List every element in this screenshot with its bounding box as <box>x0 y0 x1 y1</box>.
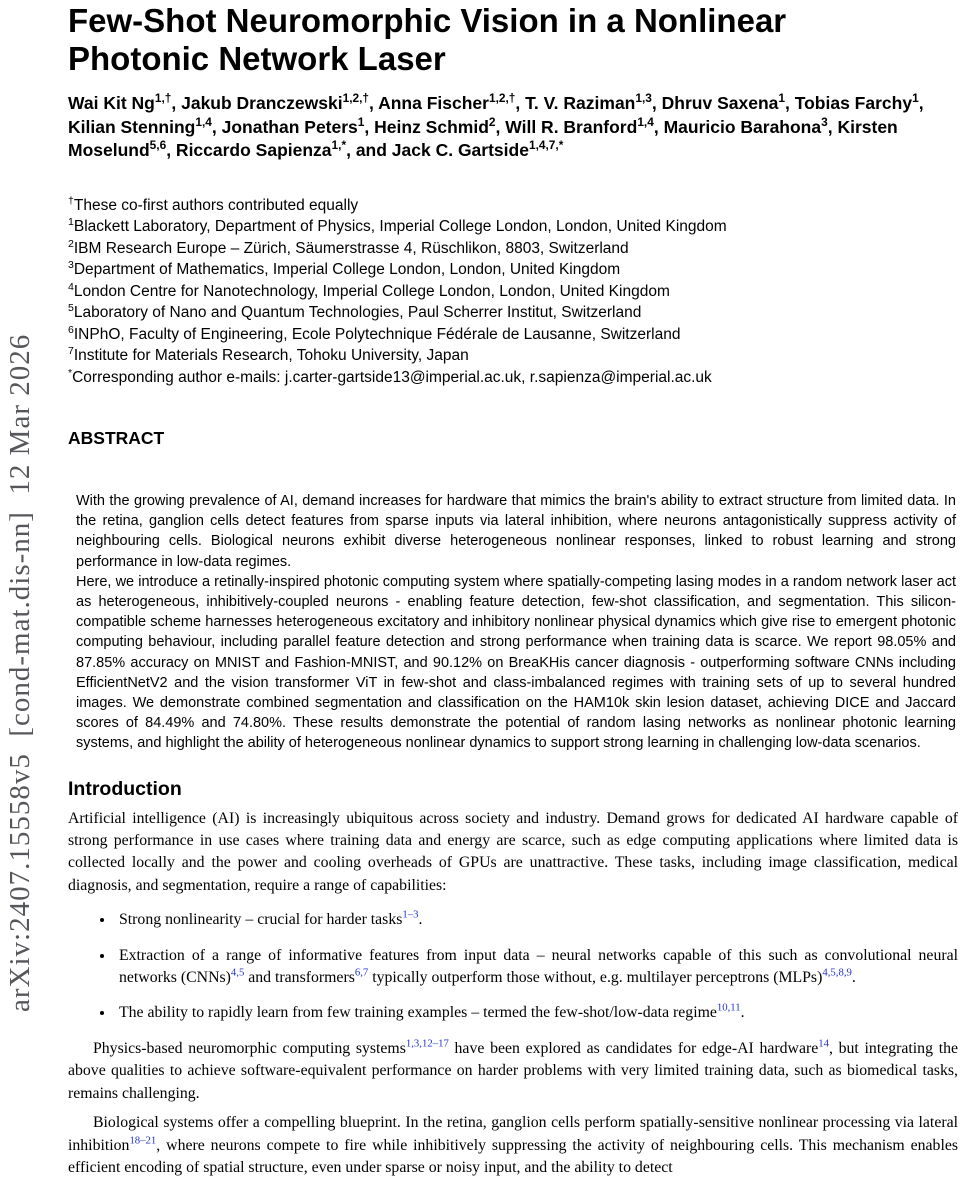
introduction-body <box>68 808 958 1180</box>
citation-link[interactable]: 4,5 <box>230 966 245 979</box>
citation-link[interactable]: 10,11 <box>716 1002 741 1015</box>
affiliation-1: $^1$Blackett Laboratory, Department of Physics, Imperial College London, London, United Kingdom <box>68 215 727 235</box>
corresponding-author-note: *Corresponding author e-mails: j.carter-gartside13@imperial.ac.uk, r.sapienza@imperial.ac.uk <box>68 366 712 386</box>
affiliation-5: $^5$Laboratory of Nano and Quantum Technologies, Paul Scherrer Institut, Switzerland <box>68 301 642 321</box>
citation-link[interactable]: 14 <box>818 1037 829 1050</box>
affiliation-block <box>68 195 958 389</box>
arxiv-watermark: arXiv:2407.15558v5 [cond-mat.dis-nn] 12 Mar 2026 <box>4 333 36 1012</box>
introduction-paragraph-2: Physics-based neuromorphic computing systems$^{1,3,12-17}$ have been explored as candidates for edge-AI hardware$^{14}$, but integrating the above qualities to achieve software-equivalent performance on harder problems with very limited training data, such as biomedical tasks, remains challenging. <box>68 1037 958 1102</box>
paper-title-line-2: Photonic Network Laser <box>68 40 446 77</box>
citation-link[interactable]: 1,3,12–17 <box>405 1037 449 1050</box>
affiliation-7: $^7$Institute for Materials Research, Tohoku University, Japan <box>68 344 469 364</box>
abstract-paragraph-1: With the growing prevalence of AI, demand increases for hardware that mimics the brain's ability to extract structure from limited data. In the retina, ganglion cells detect features from sparse inputs via lateral inhibition, where neurons antagonistically suppress activity of neighbouring cells. Biological neurons exhibit diverse heterogeneous nonlinear responses, linked to robust learning and strong performance in low-data regimes. <box>76 493 956 570</box>
citation-link[interactable]: 6,7 <box>354 966 369 979</box>
introduction-paragraph-3: Biological systems offer a compelling blueprint. In the retina, ganglion cells perform spatially-sensitive nonlinear processing via lateral inhibition$^{18-21}$, where neurons compete to fire while inhibitively suppressing the activity of neighbouring cells. This mechanism enables efficient encoding of spatial structure, even under sparse or noisy input, and the ability to detect <box>68 1114 958 1176</box>
abstract-body <box>68 491 958 754</box>
affiliation-cofirst-note: †These co-first authors contributed equally <box>68 194 359 214</box>
introduction-paragraph-1: Artificial intelligence (AI) is increasingly ubiquitous across society and industry. Demand grows for dedicated AI hardware capable of strong performance in use cases where training data and energy are scarce, such as edge computing applications where limited data is collected locally and the power and cooling overheads of GPUs are unattractive. These tasks, including image classification, medical diagnosis, and segmentation, require a range of capabilities: <box>68 809 958 894</box>
citation-link[interactable]: 4,5,8,9 <box>822 966 852 979</box>
author-list: Wai Kit $Ng^{1,\dagger}$, Jakub Dranczewski$^{1,2,\dagger}$, Anna Fischer$^{1,2,\dagger}$, T. V. Raziman$^{1,3}$, Dhruv Saxena$^1$, Tobias Farchy$^1$, Kilian Stenning$^{1,4}$, Jonathan Peters$^1$, Heinz Schmid$^2$, Will R. Branford$^{1,4}$, Mauricio Barahona$^3$, Kirsten Moselund$^{5,6}$, Riccardo Sapienza$^{1,*}$, and Jack C. Gartside$^{1,4,7,*}$ <box>68 91 924 160</box>
capability-list <box>68 909 958 1025</box>
citation-link[interactable]: 1–3 <box>402 909 419 921</box>
capability-item-few-shot: • The ability to rapidly learn from few training examples – termed the few-shot/low-data regime$^{10,11}$. <box>115 1002 958 1024</box>
capability-item-feature-extraction: • Extraction of a range of informative features from input data – neural networks capable of this such as convolutional neural networks (CNNs)$^{4,5}$ and transformers$^{6,7}$ typically outperform those without, e.g. multilayer perceptrons (MLPs)$^{4,5,8,9}$. <box>115 945 958 990</box>
abstract-heading: ABSTRACT <box>68 428 165 448</box>
introduction-heading: Introduction <box>68 777 182 800</box>
affiliation-3: $^3$Department of Mathematics, Imperial College London, London, United Kingdom <box>68 258 621 278</box>
abstract-paragraph-2: Here, we introduce a retinally-inspired photonic computing system where spatially-competing lasing modes in a random network laser act as heterogeneous, inhibitively-coupled neurons - enabling feature detection, few-shot classification, and segmentation. This silicon-compatible scheme harnesses heterogeneous excitatory and inhibitory nonlinear physical dynamics which give rise to emergent photonic computing behaviour, including parallel feature detection and strong performance when training data is scarce. We report 98.05% and 87.85% accuracy on MNIST and Fashion-MNIST, and 90.12% on BreaKHis cancer diagnosis - outperforming software CNNs including EfficientNetV2 and the vision transformer ViT in few-shot and class-imbalanced regimes with training sets of up to several hundred images. We demonstrate combined segmentation and classification on the HAM10k skin lesion dataset, achieving DICE and Jaccard scores of 84.49% and 74.80%. These results demonstrate the potential of random lasing networks as nonlinear photonic learning systems, and highlight the ability of heterogeneous nonlinear dynamics to support strong learning in challenging low-data scenarios. <box>76 573 956 752</box>
affiliation-4: $^4$London Centre for Nanotechnology, Imperial College London, London, United Kingdom <box>68 280 670 300</box>
paper-title <box>68 2 958 78</box>
paper-title-line-1: Few-Shot Neuromorphic Vision in a Nonlinear <box>68 2 787 39</box>
affiliation-6: $^6$INPhO, Faculty of Engineering, Ecole Polytechnique Fédérale de Lausanne, Switzerland <box>68 323 681 343</box>
capability-item-nonlinearity: • Strong nonlinearity – crucial for harder tasks$^{1-3}$. <box>115 909 958 931</box>
affiliation-2: $^2$IBM Research Europe – Zürich, Säumerstrasse 4, Rüschlikon, 8803, Switzerland <box>68 237 629 257</box>
citation-link[interactable]: 18–21 <box>129 1134 157 1147</box>
paper-content <box>68 0 958 1179</box>
